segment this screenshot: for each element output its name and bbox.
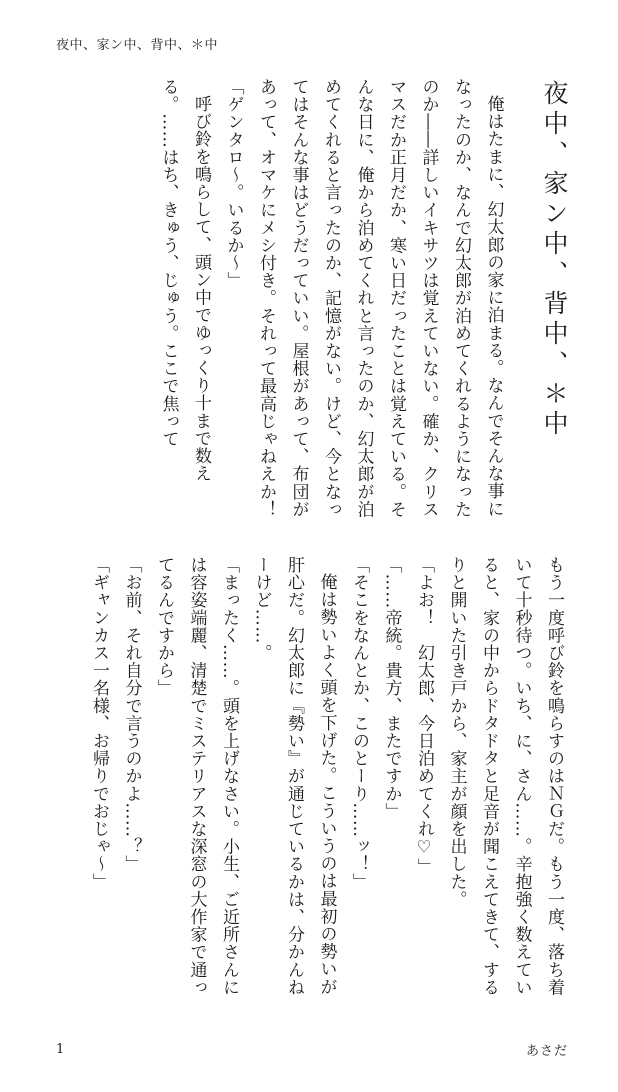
- story-title: 夜中、家ン中、背中、＊中: [540, 80, 569, 440]
- running-header: 夜中、家ン中、背中、＊中: [56, 38, 219, 53]
- paragraph: 俺は勢いよく頭を下げた。こういうのは最初の勢いが肝心だ。幻太郎に『勢い』が通じているかは、分かんねーけど……。: [251, 556, 337, 996]
- dialogue-line: 「そこをなんとか、このとーり……ッ！」: [349, 556, 369, 891]
- dialogue-line: 「まったく……。頭を上げなさい。小生、ご近所さんには容姿端麗、清楚でミステリアスな深窓の大作家で通ってるんですから」: [154, 556, 239, 996]
- upper-text-block: [58, 78, 570, 532]
- dialogue-line: 「お前、それ自分で言うのかよ……？」: [121, 556, 142, 873]
- dialogue-line: 「ゲンタロ～。いるか～」: [223, 78, 244, 290]
- dialogue-line: 「……帝統。貴方、またですか」: [381, 556, 402, 820]
- paragraph: 呼び鈴を鳴らして、頭ン中でゆっくり十まで数える。……はち、きゅう、じゅう。ここで焦って: [158, 78, 211, 483]
- dialogue-line: 「ギャンカス一名様、お帰りでおじゃ～」: [89, 556, 109, 891]
- paragraph-continuation: もう一度呼び鈴を鳴らすのはＮＧだ。もう一度、落ち着いて十秒待つ。いち、に、さん……。辛抱強く数えていると、家の中からドタドタと足音が聞こえてきて、するりと開いた引き戸から、家主が顔を出した。: [446, 556, 564, 996]
- author-name: あさだ: [525, 1044, 568, 1059]
- page-number: 1: [56, 1042, 65, 1057]
- dialogue-line: 「よお！ 幻太郎、今日泊めてくれ♡」: [414, 556, 434, 876]
- paragraph: 俺はたまに、幻太郎の家に泊まる。なんでそんな事になったのか、なんで幻太郎が泊めてくれるようになったのか――詳しいイキサツは覚えていない。確か、クリスマスだか正月だか、寒い日だったことは覚えている。そんな日に、俺から泊めてくれと言ったのか、幻太郎が泊めてくれると言ったのか、記憶がない。けど、今となってはそんな事はどうだっていい。屋根があって、布団があって、オマケにメシ付き。それって最高じゃねえか！: [256, 78, 504, 518]
- lower-text-block: [58, 556, 570, 1008]
